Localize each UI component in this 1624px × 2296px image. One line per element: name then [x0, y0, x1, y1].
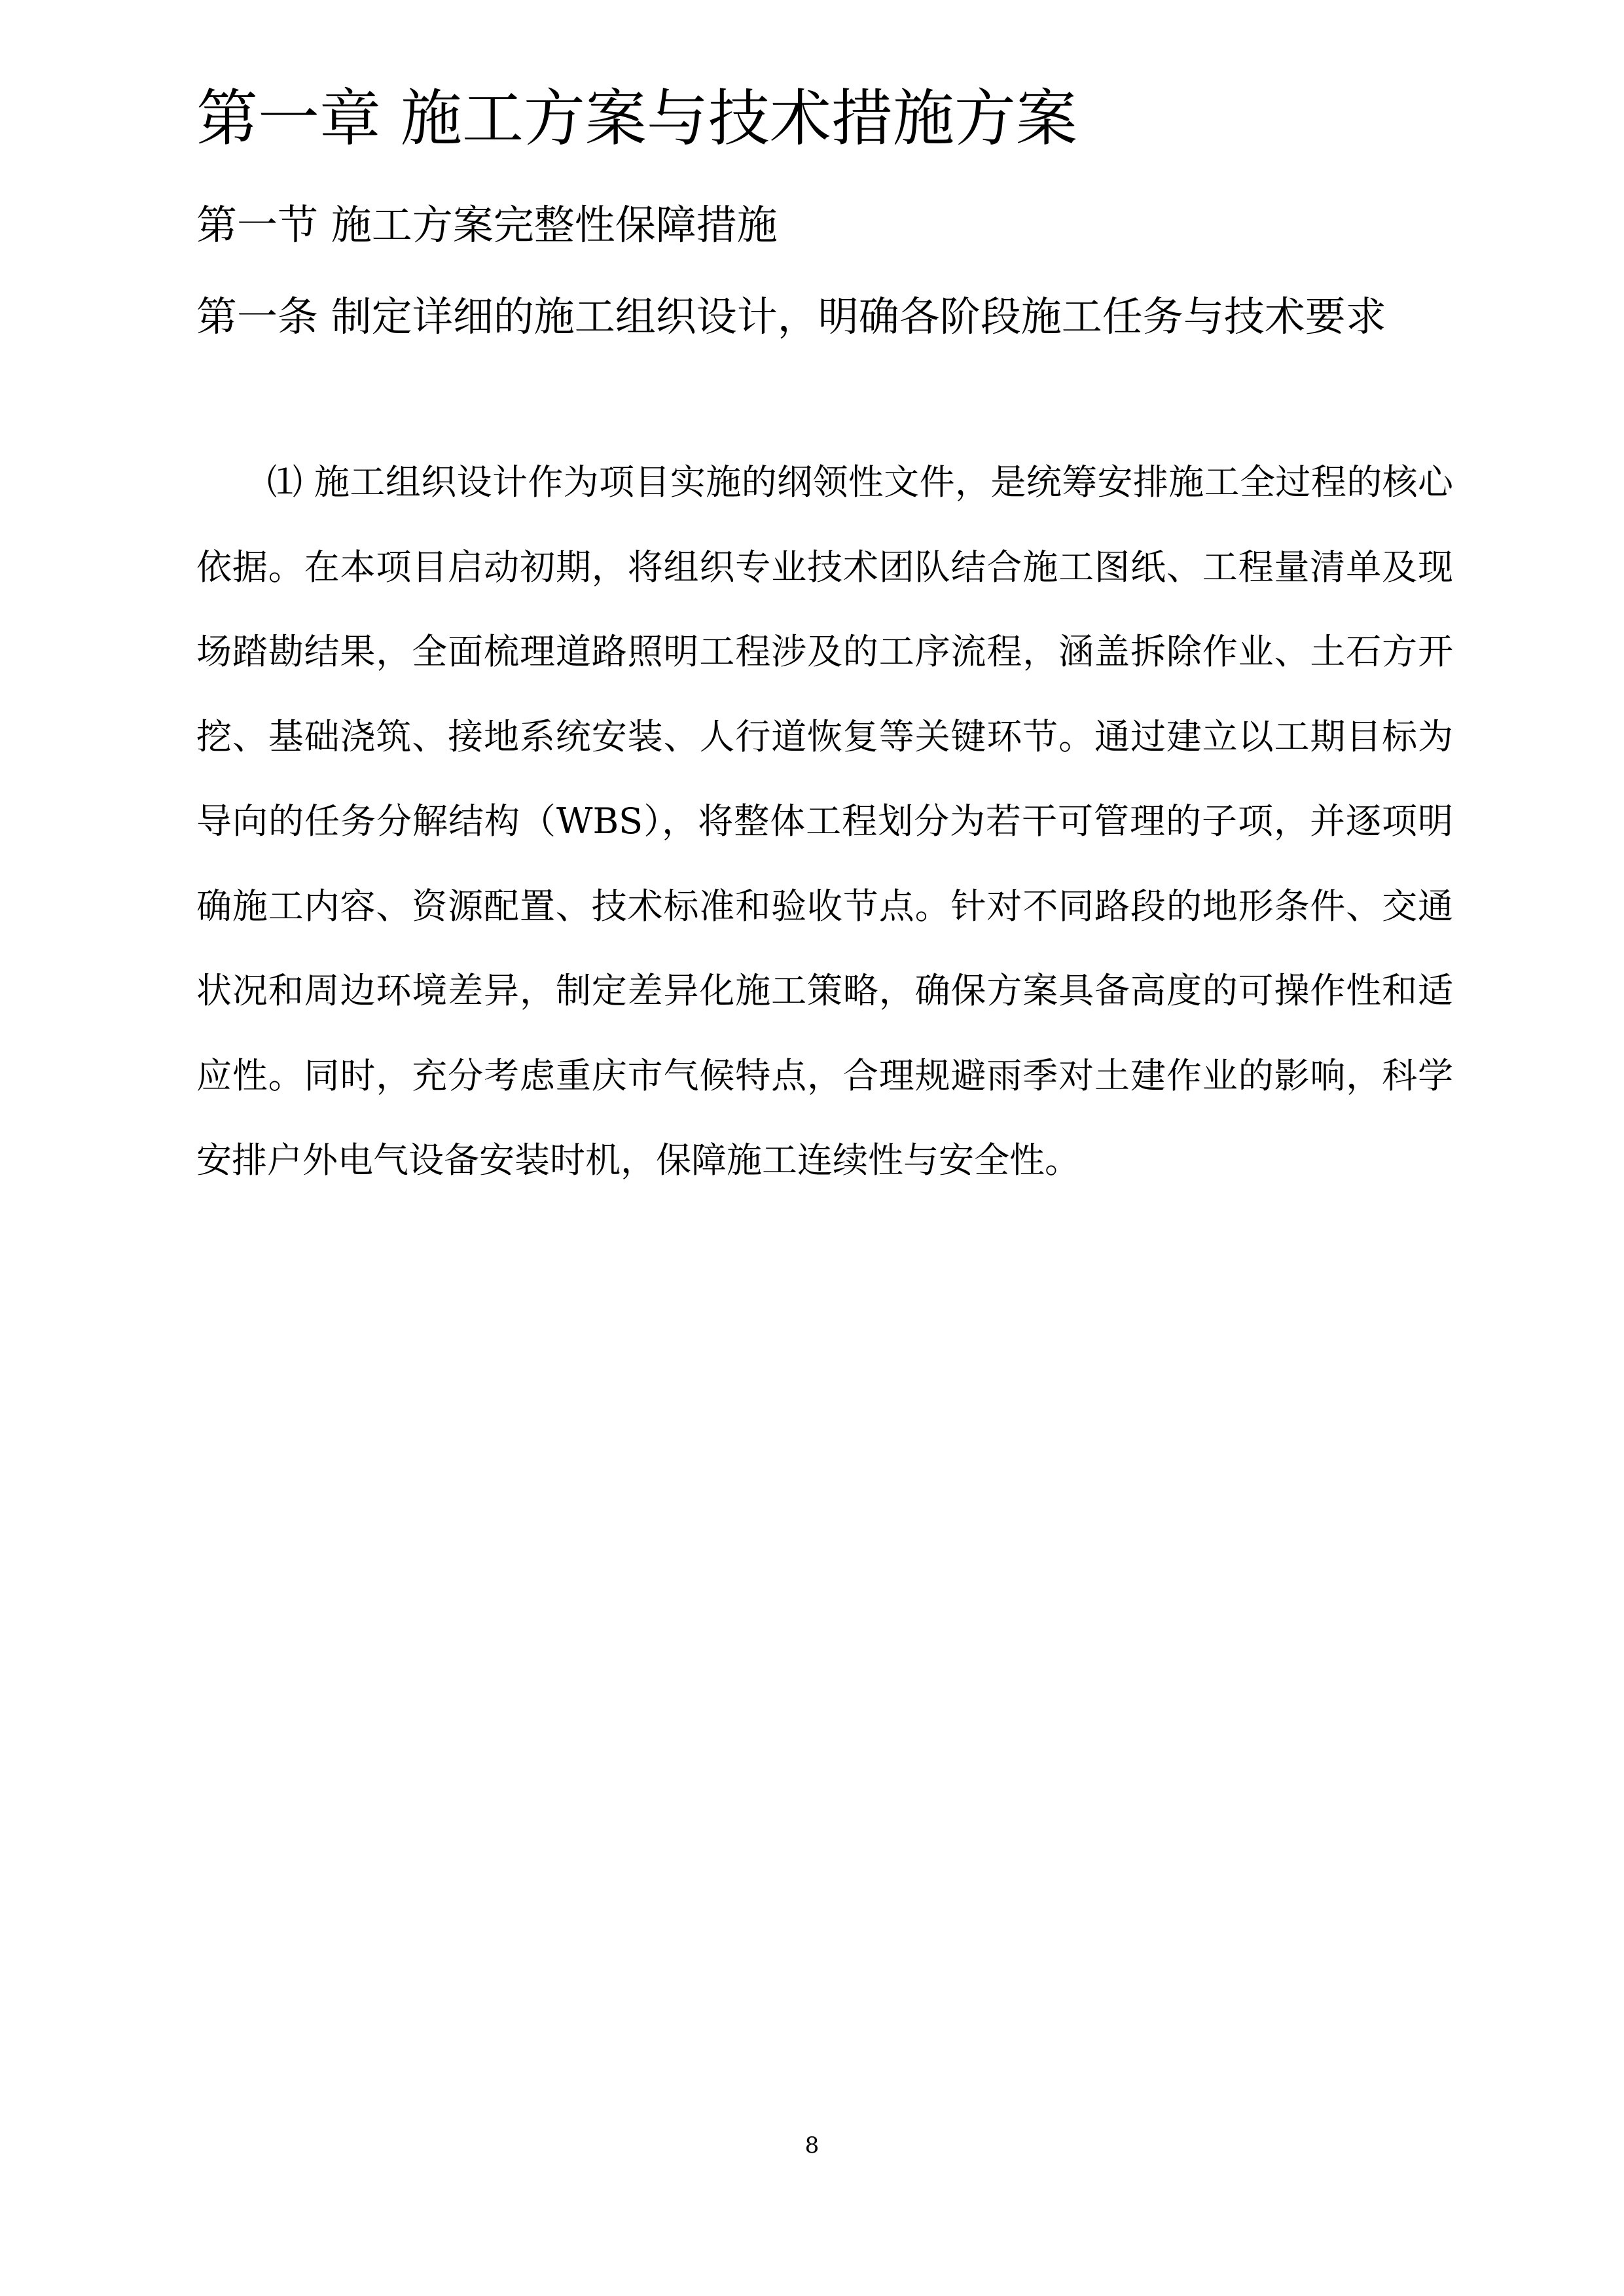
section-title: 第一节 施工方案完整性保障措施 [196, 201, 778, 249]
page-number: 8 [804, 2132, 820, 2159]
article-title: 第一条 制定详细的施工组织设计，明确各阶段施工任务与技术要求 [196, 293, 1386, 340]
body-paragraph: ⑴ 施工组织设计作为项目实施的纲领性文件，是统筹安排施工全过程的核心依据。在本项目启动初期，将组织专业技术团队结合施工图纸、工程量清单及现场踏勘结果，全面梳理道路照明工程涉及的工序流程，涵盖拆除作业、土石方开挖、基础浇筑、接地系统安装、人行道恢复等关键环节。通过建立以工期目标为导向的任务分解结构（WBS），将整体工程划分为若干可管理的子项，并逐项明确施工内容、资源配置、技术标准和验收节点。针对不同路段的地形条件、交通状况和周边环境差异，制定差异化施工策略，确保方案具备高度的可操作性和适应性。同时，充分考虑重庆市气候特点，合理规避雨季对土建作业的影响，科学安排户外电气设备安装时机，保障施工连续性与安全性。 [196, 461, 1453, 1181]
chapter-title: 第一章 施工方案与技术措施方案 [196, 83, 1077, 154]
